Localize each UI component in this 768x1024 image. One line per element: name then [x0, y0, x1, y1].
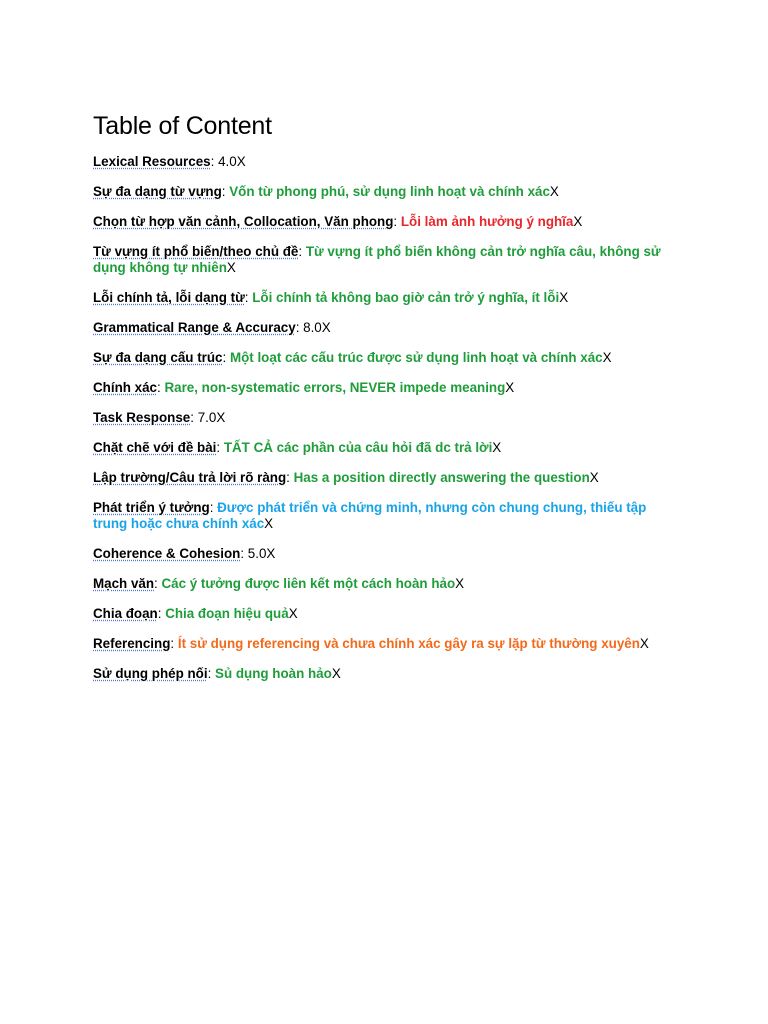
- criterion-comment: TẤT CẢ các phần của câu hỏi đã dc trả lời: [223, 440, 493, 455]
- remove-mark[interactable]: X: [331, 666, 341, 681]
- sub-criterion-row: [93, 350, 683, 366]
- band-score: 4.0: [218, 154, 237, 169]
- label-separator: :: [210, 154, 219, 169]
- remove-mark[interactable]: X: [639, 636, 649, 651]
- criterion-label[interactable]: Sử dụng phép nối: [93, 666, 208, 681]
- criterion-label[interactable]: Chặt chẽ với đề bài: [93, 440, 217, 455]
- remove-mark[interactable]: X: [505, 380, 515, 395]
- label-separator: :: [216, 440, 224, 455]
- criterion-comment: Ít sử dụng referencing và chưa chính xác gây ra sự lặp từ thường xuyên: [177, 636, 640, 651]
- label-separator: :: [207, 666, 216, 681]
- remove-mark[interactable]: X: [264, 516, 274, 531]
- label-separator: :: [221, 184, 230, 199]
- band-score: 8.0: [303, 320, 322, 335]
- criterion-comment: Các ý tưởng được liên kết một cách hoàn hảo: [161, 576, 456, 591]
- criterion-score-row: [93, 154, 683, 170]
- remove-mark[interactable]: X: [455, 576, 465, 591]
- label-separator: :: [298, 244, 306, 259]
- label-separator: :: [244, 290, 253, 305]
- criterion-label[interactable]: Chính xác: [93, 380, 157, 395]
- label-separator: :: [295, 320, 304, 335]
- criterion-label[interactable]: Task Response: [93, 410, 191, 425]
- criterion-label[interactable]: Grammatical Range & Accuracy: [93, 320, 296, 335]
- sub-criterion-row: [93, 184, 683, 200]
- remove-mark[interactable]: X: [226, 260, 236, 275]
- label-separator: :: [286, 470, 294, 485]
- criterion-comment: Lỗi chính tả không bao giờ cản trở ý nghĩa, ít lỗi: [252, 290, 560, 305]
- criterion-comment: Một loạt các cấu trúc được sử dụng linh hoạt và chính xác: [229, 350, 603, 365]
- label-separator: :: [190, 410, 198, 425]
- remove-mark[interactable]: X: [549, 184, 559, 199]
- sub-criterion-row: [93, 440, 683, 456]
- criterion-label[interactable]: Chọn từ hợp văn cảnh, Collocation, Văn phong: [93, 214, 394, 229]
- criterion-label[interactable]: Lỗi chính tả, lỗi dạng từ: [93, 290, 245, 305]
- band-score: 7.0: [197, 410, 217, 425]
- remove-mark[interactable]: X: [589, 470, 599, 485]
- remove-mark[interactable]: X: [559, 290, 569, 305]
- remove-mark[interactable]: X: [266, 546, 276, 561]
- label-separator: :: [240, 546, 248, 561]
- label-separator: :: [157, 606, 166, 621]
- sub-criterion-row: [93, 500, 683, 532]
- criterion-score-row: [93, 410, 683, 426]
- remove-mark[interactable]: X: [236, 154, 246, 169]
- entry-list: [93, 154, 683, 682]
- label-separator: :: [209, 500, 218, 515]
- criterion-label[interactable]: Chia đoạn: [93, 606, 158, 621]
- sub-criterion-row: [93, 606, 683, 622]
- criterion-comment: Chia đoạn hiệu quả: [165, 606, 289, 621]
- criterion-score-row: [93, 320, 683, 336]
- criterion-comment: Từ vựng ít phổ biến không cản trở nghĩa câu, không sử dụng không tự nhiên: [93, 244, 661, 275]
- criterion-comment: Has a position directly answering the question: [293, 470, 590, 485]
- sub-criterion-row: [93, 244, 683, 276]
- sub-criterion-row: [93, 636, 683, 652]
- criterion-label[interactable]: Sự đa dạng cấu trúc: [93, 350, 223, 365]
- remove-mark[interactable]: X: [492, 440, 502, 455]
- sub-criterion-row: [93, 576, 683, 592]
- remove-mark[interactable]: X: [321, 320, 331, 335]
- criterion-label[interactable]: Lập trường/Câu trả lời rõ ràng: [93, 470, 287, 485]
- criterion-comment: Sủ dụng hoàn hảo: [215, 666, 332, 681]
- remove-mark[interactable]: X: [288, 606, 298, 621]
- criterion-score-row: [93, 546, 683, 562]
- criterion-comment: Được phát triển và chứng minh, nhưng còn chung chung, thiếu tập trung hoặc chưa chính xác: [93, 500, 647, 531]
- remove-mark[interactable]: X: [602, 350, 612, 365]
- remove-mark[interactable]: X: [573, 214, 583, 229]
- label-separator: :: [157, 380, 165, 395]
- criterion-label[interactable]: Coherence & Cohesion: [93, 546, 241, 561]
- criterion-label[interactable]: Phát triển ý tưởng: [93, 500, 210, 515]
- criterion-label[interactable]: Sự đa dạng từ vựng: [93, 184, 222, 199]
- criterion-comment: Vốn từ phong phú, sử dụng linh hoạt và chính xác: [229, 184, 550, 199]
- band-score: 5.0: [247, 546, 267, 561]
- criterion-comment: Rare, non-systematic errors, NEVER impede meaning: [164, 380, 506, 395]
- label-separator: :: [170, 636, 178, 651]
- criterion-label[interactable]: Referencing: [93, 636, 171, 651]
- label-separator: :: [222, 350, 230, 365]
- document-page: [93, 110, 683, 696]
- sub-criterion-row: [93, 290, 683, 306]
- sub-criterion-row: [93, 380, 683, 396]
- page-title: Table of Content: [93, 112, 272, 140]
- criterion-label[interactable]: Lexical Resources: [93, 154, 211, 169]
- criterion-label[interactable]: Mạch văn: [93, 576, 155, 591]
- criterion-label[interactable]: Từ vựng ít phổ biến/theo chủ đề: [93, 244, 299, 259]
- sub-criterion-row: [93, 214, 683, 230]
- label-separator: :: [154, 576, 162, 591]
- sub-criterion-row: [93, 470, 683, 486]
- sub-criterion-row: [93, 666, 683, 682]
- label-separator: :: [393, 214, 401, 229]
- criterion-comment: Lỗi làm ảnh hưởng ý nghĩa: [400, 214, 574, 229]
- remove-mark[interactable]: X: [216, 410, 226, 425]
